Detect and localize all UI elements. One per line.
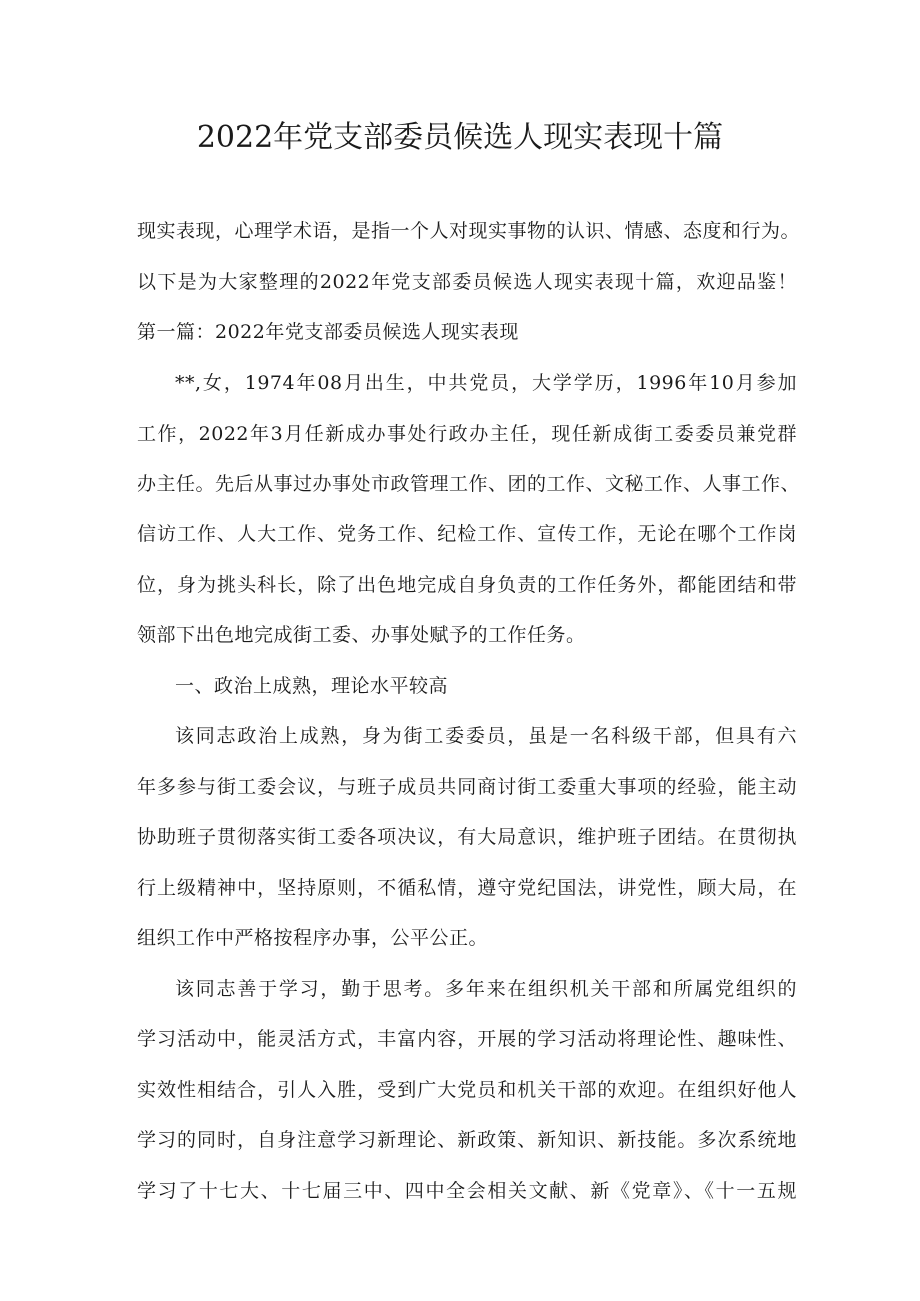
paragraph-line: 实效性相结合，引人入胜，受到广大党员和机关干部的欢迎。在组织好他人 <box>137 1079 797 1101</box>
paragraph-line: 工作，2022年3月任新成办事处行政办主任，现任新成街工委委员兼党群 <box>137 423 797 445</box>
paragraph-line: 领部下出色地完成街工委、办事处赋予的工作任务。 <box>137 624 586 646</box>
paragraph-line: 该同志政治上成熟，身为街工委委员，虽是一名科级干部，但具有六 <box>175 725 797 747</box>
paragraph-line: 组织工作中严格按程序办事，公平公正。 <box>137 927 489 949</box>
intro-line: 现实表现，心理学术语，是指一个人对现实事物的认识、情感、态度和行为。 <box>137 220 801 242</box>
section-heading: 第一篇：2022年党支部委员候选人现实表现 <box>137 321 519 343</box>
paragraph-line: 该同志善于学习，勤于思考。多年来在组织机关干部和所属党组织的 <box>175 978 797 1000</box>
subheading: 一、政治上成熟，理论水平较高 <box>175 675 449 697</box>
paragraph-line: 协助班子贯彻落实街工委各项决议，有大局意识，维护班子团结。在贯彻执 <box>137 826 797 848</box>
paragraph-line: 办主任。先后从事过办事处市政管理工作、团的工作、文秘工作、人事工作、 <box>137 473 801 495</box>
paragraph-line: 位，身为挑头科长，除了出色地完成自身负责的工作任务外，都能团结和带 <box>137 574 797 596</box>
paragraph-line: 学习的同时，自身注意学习新理论、新政策、新知识、新技能。多次系统地 <box>137 1129 797 1151</box>
intro-line: 以下是为大家整理的2022年党支部委员候选人现实表现十篇，欢迎品鉴！ <box>137 271 797 293</box>
document-title: 2022年党支部委员候选人现实表现十篇 <box>196 120 724 155</box>
paragraph-line: 学习了十七大、十七届三中、四中全会相关文献、新《党章》、《十一五规 <box>137 1180 797 1202</box>
paragraph-line: 信访工作、人大工作、党务工作、纪检工作、宣传工作，无论在哪个工作岗 <box>137 523 797 545</box>
paragraph-line: 行上级精神中，坚持原则，不循私情，遵守党纪国法，讲党性，顾大局，在 <box>137 877 797 899</box>
paragraph-line: 学习活动中，能灵活方式，丰富内容，开展的学习活动将理论性、趣味性、 <box>137 1028 797 1050</box>
paragraph-line: 年多参与街工委会议，与班子成员共同商讨街工委重大事项的经验，能主动 <box>137 776 797 798</box>
paragraph-line: **,女，1974年08月出生，中共党员，大学学历，1996年10月参加 <box>175 372 797 394</box>
